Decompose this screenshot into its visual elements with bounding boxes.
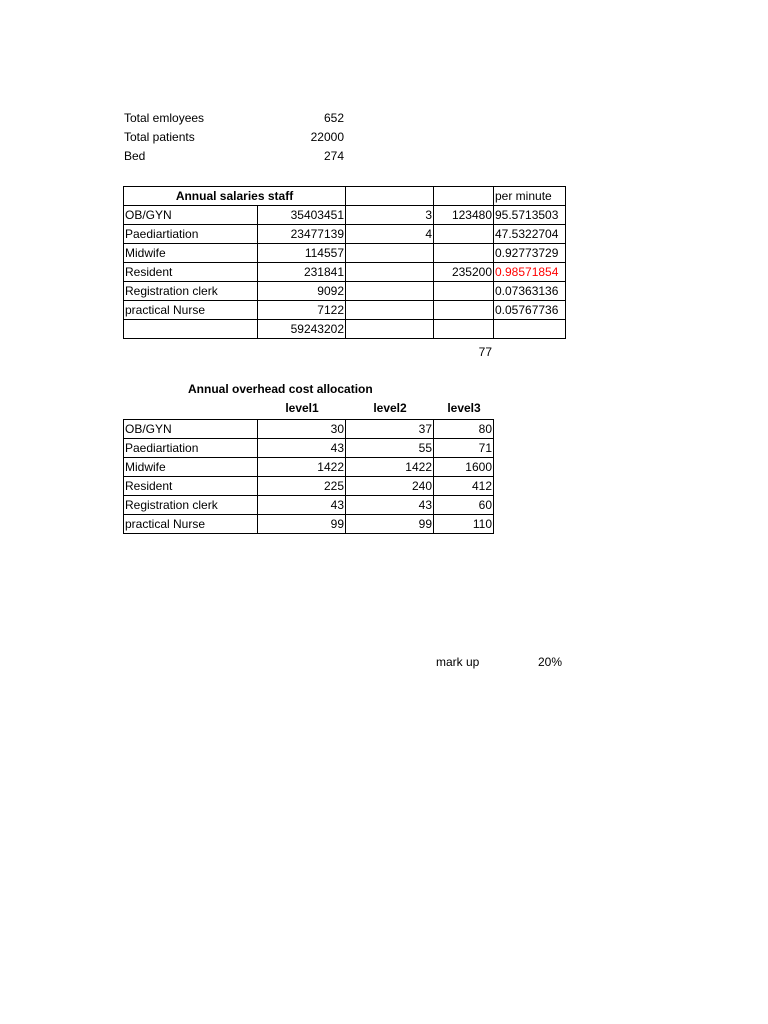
level2-cell: 1422 xyxy=(346,458,434,477)
salaries-table xyxy=(123,186,566,339)
role-cell: OB/GYN xyxy=(124,206,258,225)
table-row xyxy=(124,225,566,244)
summary-value-bed: 274 xyxy=(323,149,344,163)
per-minute-cell: 0.07363136 xyxy=(494,282,566,301)
col3-cell xyxy=(346,263,434,282)
salary-cell: 231841 xyxy=(258,263,346,282)
level3-cell: 71 xyxy=(434,439,494,458)
level1-cell: 1422 xyxy=(258,458,346,477)
per-minute-header: per minute xyxy=(494,187,566,206)
col4-cell xyxy=(434,225,494,244)
col4-cell xyxy=(434,301,494,320)
salary-cell: 23477139 xyxy=(258,225,346,244)
salaries-title: Annual salaries staff xyxy=(124,187,346,206)
salaries-total-cell: 59243202 xyxy=(258,320,346,339)
table-row xyxy=(124,206,566,225)
col3-cell xyxy=(346,282,434,301)
below-table-value: 77 xyxy=(478,345,492,359)
overhead-title: Annual overhead cost allocation xyxy=(188,382,373,396)
markup-value: 20% xyxy=(537,655,562,669)
per-minute-cell: 0.05767736 xyxy=(494,301,566,320)
per-minute-cell: 95.5713503 xyxy=(494,206,566,225)
level3-cell: 80 xyxy=(434,420,494,439)
role-cell: Resident xyxy=(124,477,258,496)
table-row xyxy=(124,515,494,534)
level3-cell: 412 xyxy=(434,477,494,496)
per-minute-cell-highlighted: 0.98571854 xyxy=(494,263,566,282)
salary-cell: 9092 xyxy=(258,282,346,301)
col3-cell: 3 xyxy=(346,206,434,225)
overhead-table xyxy=(123,419,494,534)
level1-cell: 43 xyxy=(258,496,346,515)
salaries-header-row xyxy=(124,187,566,206)
summary-value-patients: 22000 xyxy=(310,130,344,144)
level3-cell: 1600 xyxy=(434,458,494,477)
salaries-total-row xyxy=(124,320,566,339)
col3-cell xyxy=(346,301,434,320)
per-minute-cell: 47.5322704 xyxy=(494,225,566,244)
role-cell: Paediartiation xyxy=(124,225,258,244)
level1-cell: 225 xyxy=(258,477,346,496)
summary-label-bed: Bed xyxy=(124,149,146,163)
level1-header: level1 xyxy=(285,401,319,415)
level3-cell: 110 xyxy=(434,515,494,534)
level2-cell: 37 xyxy=(346,420,434,439)
role-cell: Midwife xyxy=(124,244,258,263)
role-cell: Paediartiation xyxy=(124,439,258,458)
role-cell: Resident xyxy=(124,263,258,282)
empty-cell xyxy=(346,320,434,339)
level2-cell: 240 xyxy=(346,477,434,496)
col3-cell xyxy=(346,244,434,263)
level2-header: level2 xyxy=(373,401,407,415)
markup-label: mark up xyxy=(436,655,480,669)
per-minute-cell: 0.92773729 xyxy=(494,244,566,263)
table-row xyxy=(124,282,566,301)
summary-label-patients: Total patients xyxy=(124,130,195,144)
role-cell: Registration clerk xyxy=(124,496,258,515)
level2-cell: 99 xyxy=(346,515,434,534)
col4-cell xyxy=(434,244,494,263)
empty-cell xyxy=(494,320,566,339)
empty-cell xyxy=(346,187,434,206)
empty-cell xyxy=(124,320,258,339)
level3-header: level3 xyxy=(447,401,481,415)
table-row xyxy=(124,458,494,477)
empty-cell xyxy=(434,320,494,339)
table-row xyxy=(124,496,494,515)
salary-cell: 35403451 xyxy=(258,206,346,225)
summary-value-employees: 652 xyxy=(323,111,344,125)
level1-cell: 30 xyxy=(258,420,346,439)
col4-cell: 123480 xyxy=(434,206,494,225)
level2-cell: 43 xyxy=(346,496,434,515)
role-cell: practical Nurse xyxy=(124,515,258,534)
role-cell: OB/GYN xyxy=(124,420,258,439)
table-row xyxy=(124,420,494,439)
empty-cell xyxy=(434,187,494,206)
table-row xyxy=(124,477,494,496)
col4-cell: 235200 xyxy=(434,263,494,282)
level3-cell: 60 xyxy=(434,496,494,515)
table-row xyxy=(124,301,566,320)
col3-cell: 4 xyxy=(346,225,434,244)
level1-cell: 99 xyxy=(258,515,346,534)
role-cell: practical Nurse xyxy=(124,301,258,320)
salary-cell: 7122 xyxy=(258,301,346,320)
col4-cell xyxy=(434,282,494,301)
level1-cell: 43 xyxy=(258,439,346,458)
summary-label-employees: Total emloyees xyxy=(124,111,205,125)
role-cell: Registration clerk xyxy=(124,282,258,301)
table-row xyxy=(124,244,566,263)
table-row xyxy=(124,263,566,282)
table-row xyxy=(124,439,494,458)
role-cell: Midwife xyxy=(124,458,258,477)
level2-cell: 55 xyxy=(346,439,434,458)
salary-cell: 114557 xyxy=(258,244,346,263)
